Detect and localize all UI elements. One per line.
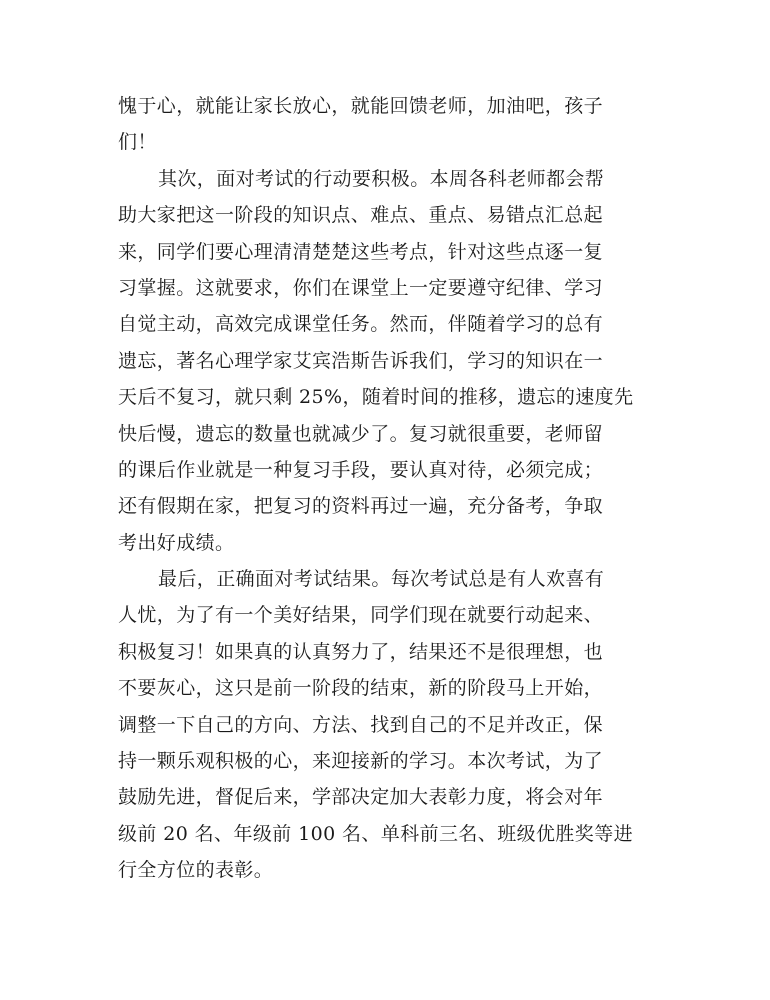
document-body — [118, 88, 658, 889]
text-line: 天后不复习，就只剩 25%，随着时间的推移，遗忘的速度先 — [118, 386, 634, 409]
paragraph-start-line: 其次，面对考试的行动要积极。本周各科老师都会帮 — [158, 167, 605, 190]
text-line: 调整一下自己的方向、方法、找到自己的不足并改正，保 — [118, 713, 604, 736]
text-line: 愧于心，就能让家长放心，就能回馈老师，加油吧，孩子 — [118, 95, 604, 117]
text-line: 遗忘，著名心理学家艾宾浩斯告诉我们，学习的知识在一 — [118, 349, 604, 372]
text-line: 行全方位的表彰。 — [118, 859, 274, 882]
text-line: 们！ — [118, 131, 157, 154]
text-line: 持一颗乐观积极的心，来迎接新的学习。本次考试，为了 — [118, 750, 604, 773]
text-line: 级前 20 名、年级前 100 名、单科前三名、班级优胜奖等进 — [118, 822, 634, 845]
text-line: 鼓励先进，督促后来，学部决定加大表彰力度，将会对年 — [118, 786, 604, 809]
text-line: 考出好成绩。 — [118, 531, 235, 554]
text-line: 人忧，为了有一个美好结果，同学们现在就要行动起来、 — [118, 604, 604, 627]
text-line: 习掌握。这就要求，你们在课堂上一定要遵守纪律、学习 — [118, 276, 604, 299]
text-line: 自觉主动，高效完成课堂任务。然而，伴随着学习的总有 — [118, 313, 604, 336]
text-line: 来，同学们要心理清清楚楚这些考点，针对这些点逐一复 — [118, 240, 604, 263]
text-line: 快后慢，遗忘的数量也就减少了。复习就很重要，老师留 — [118, 422, 604, 445]
text-line: 的课后作业就是一种复习手段，要认真对待，必须完成； — [118, 458, 604, 481]
text-line: 积极复习！如果真的认真努力了，结果还不是很理想，也 — [118, 640, 604, 663]
paragraph-start-line: 最后，正确面对考试结果。每次考试总是有人欢喜有 — [158, 568, 605, 591]
text-line: 还有假期在家，把复习的资料再过一遍，充分备考，争取 — [118, 495, 604, 518]
text-line: 助大家把这一阶段的知识点、难点、重点、易错点汇总起 — [118, 204, 604, 227]
text-line: 不要灰心，这只是前一阶段的结束，新的阶段马上开始， — [118, 677, 604, 700]
